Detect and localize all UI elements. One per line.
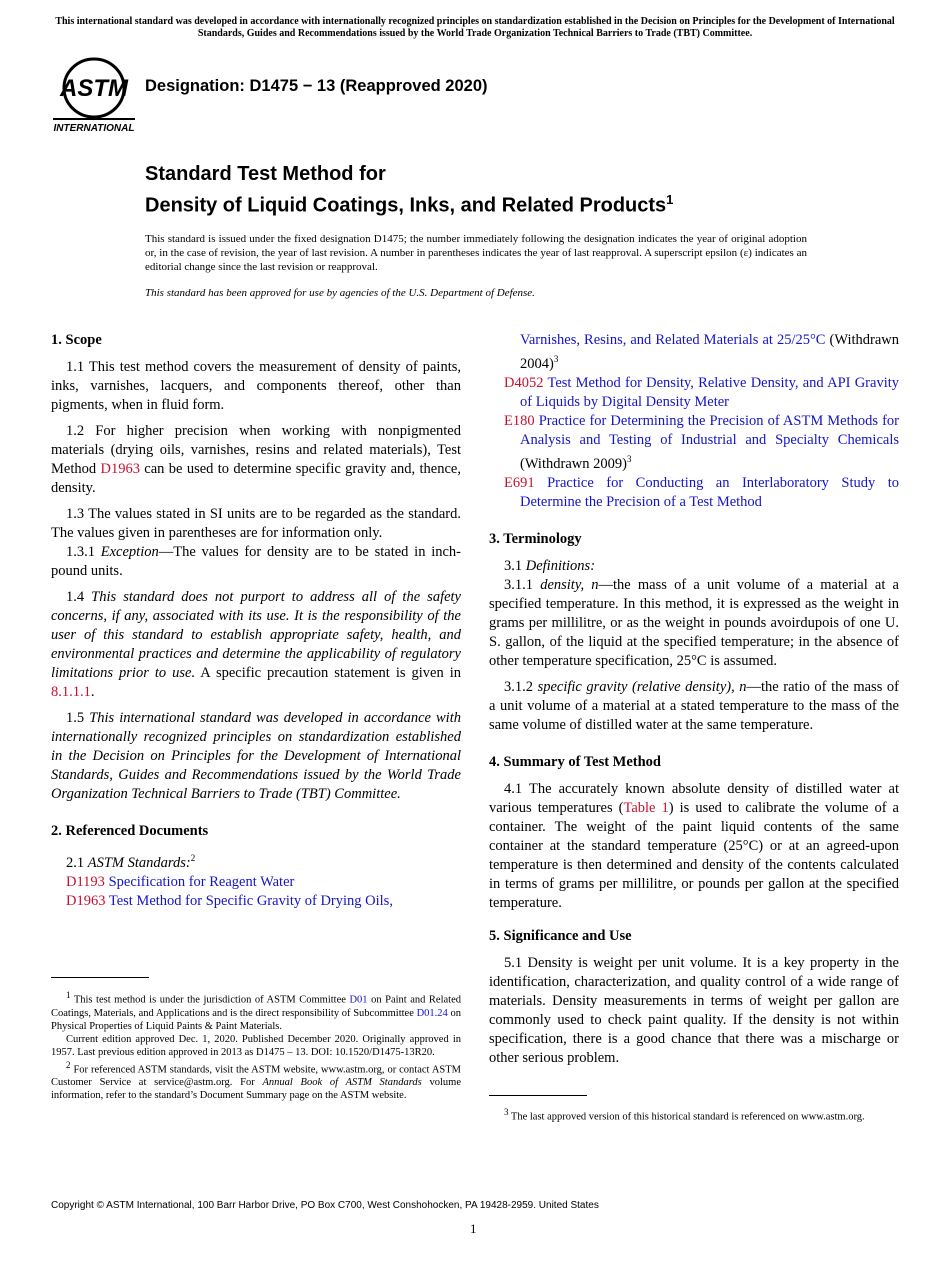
footnote-3: $^3$ The last approved version of this historical standard is referenced on www.astm.org. [504,1107,865,1123]
para-1-2: 1.2 For higher precision when working with nonpigmented materials (drying oils, varnishes, resins and related materials), Test Method D1963 can be used to determine specific gravity and, thence, density. [51,423,461,496]
page-number: 1 [470,1221,477,1236]
ref-d1963-start[interactable]: D1963 Test Method for Specific Gravity of Drying Oils, [66,892,393,909]
title-footnote-ref[interactable]: 1 [666,192,674,207]
left-column [51,331,461,911]
section-refdocs-heading: 2. Referenced Documents [51,823,209,839]
footnote-1-edition: Current edition approved Dec. 1, 2020. Published December 2020. Originally approved in 1957. Last previous edition approved in 2013 as D1475 – 13. DOI: 10.1520/D1475-13R20. [51,1033,461,1058]
para-3-1: 3.1 Definitions: [504,557,596,574]
title-line-2: Density of Liquid Coatings, Inks, and Related Products$^1$ [145,192,674,217]
para-4-1: 4.1 The accurately known absolute density of distilled water at various temperatures (Table 1) is used to calibrate the volume of a container. The weight of the paint liquid contents of the same container at the standard temperature (25°C) or at an agreed-upon temperature is then determined and density of the contents calculated in terms of grams per millilitre, or pounds per gallon at the specified temperature. [489,780,899,911]
para-1-3: 1.3 The values stated in SI units are to be regarded as the standard. The values given in parentheses are for information only. [51,506,461,541]
section-scope-heading: 1. Scope [51,332,102,348]
link-d01-24[interactable]: D01.24 [416,1007,448,1019]
footnote-1: $^1$ This test method is under the jurisdiction of ASTM Committee D01 on Paint and Related Coatings, Materials, and Applications and is the direct responsibility of Subcommittee D01.24 on Physical Properties of Liquid Paints & Paint Materials. [51,990,461,1032]
para-1-3-1: 1.3.1 Exception—The values for density are to be stated in inch-pound units. [51,544,462,579]
ref-e180[interactable]: E180 Practice for Determining the Precision of ASTM Methods for Analysis and Testing of Industrial and Specialty Chemicals (Withdrawn 2009)$^3$ [504,412,900,472]
dod-approval: This standard has been approved for use by agencies of the U.S. Department of Defense. [145,287,535,299]
footnote-rule-right [489,1095,587,1096]
section-summary-heading: 4. Summary of Test Method [489,753,661,770]
para-5-1: 5.1 Density is weight per unit volume. It is a key property in the identification, characterization, and quality control of a wide range of materials. Density measurements in terms of weight per gallon are commonly used to check paint quality. If the density is not within specification, there is a good chance that there was a mischarge or other serious problem. [489,954,899,1066]
link-d01[interactable]: D01 [349,994,368,1006]
footnote-rule-left [51,977,149,978]
ref-e691[interactable]: E691 Practice for Conducting an Interlaboratory Study to Determine the Precision of a Test Method [504,474,900,510]
logo-letters: ASTM [60,75,128,102]
ref-d1963-cont[interactable]: Varnishes, Resins, and Related Materials at 25/25°C (Withdrawn 2004)$^3$ [520,332,900,372]
para-1-4: 1.4 This standard does not purport to address all of the safety concerns, if any, associated with its use. It is the responsibility of the user of this standard to establish appropriate safety, health, and environmental practices and determine the applicability of regulatory limitations prior to use. A specific precaution statement is given in 8.1.1.1. [51,589,461,700]
para-1-1: 1.1 This test method covers the measurement of density of paints, inks, varnishes, lacquers, and components thereof, other than pigments, when in fluid form. [51,359,461,413]
para-3-1-2: 3.1.2 specific gravity (relative density), n—the ratio of the mass of a unit volume of a material at a stated temperature to the mass of the same volume of distilled water at the same temperature. [489,678,899,733]
section-terminology-heading: 3. Terminology [489,530,582,547]
copyright-line: Copyright © ASTM International, 100 Barr Harbor Drive, PO Box C700, West Conshohocken, PA 19428-2959. United States [51,1200,599,1211]
para-3-1-1: 3.1.1 density, n—the mass of a unit volume of a material at a specified temperature. In this method, it is expressed as the weight in grams per millilitre, or as the weight in pounds avoirdupois of one U. S. gallon, of the liquid at the specified temperature; in the absence of other temperature specification, 25°C is assumed. [489,576,899,669]
para-1-5: 1.5 This international standard was developed in accordance with internationally recognized principles on standardization established in the Decision on Principles for the Development of International Standards, Guides and Recommendations issued by the World Trade Organization Technical Barriers to Trade (TBT) Committee. [51,710,461,802]
astm-logo [52,56,136,134]
designation: Designation: D1475 − 13 (Reapproved 2020) [145,77,488,95]
ref-d4052[interactable]: D4052 Test Method for Density, Relative Density, and API Gravity of Liquids by Digital Density Meter [504,374,899,410]
tbt-notice: This international standard was developed in accordance with internationally recognized principles on standardization established in the Decision on Principles for the Development of International Standards, Guides and Recommendations issued by the World Trade Organization Technical Barriers to Trade (TBT) Committee. [55,16,895,39]
para-2-1: 2.1 ASTM Standards:$^2$ [66,853,196,871]
link-d1963[interactable]: D1963 [100,461,140,477]
footnotes-right [489,1106,899,1124]
link-table-1[interactable]: Table 1 [623,799,669,816]
footnotes-left [51,989,461,1102]
logo-word: INTERNATIONAL [53,123,135,134]
title-line-1: Standard Test Method for [145,163,386,185]
ref-d1193[interactable]: D1193 Specification for Reagent Water [66,873,295,890]
issued-statement: This standard is issued under the fixed designation D1475; the number immediately following the designation indicates the year of original adoption or, in the case of revision, the year of last revision. A number in parentheses indicates the year of last reapproval. A superscript epsilon (ε) indicates an editorial change since the last revision or reapproval. [145,233,807,273]
link-8-1-1-1[interactable]: 8.1.1.1 [51,684,91,700]
footnote-2: $^2$ For referenced ASTM standards, visit the ASTM website, www.astm.org, or contact ASTM Customer Service at service@astm.org. For Annual Book of ASTM Standards volume information, refer to the standard’s Document Summary page on the ASTM website. [51,1059,461,1101]
section-significance-heading: 5. Significance and Use [489,927,632,944]
right-column [489,331,899,1075]
document-title [145,161,673,219]
